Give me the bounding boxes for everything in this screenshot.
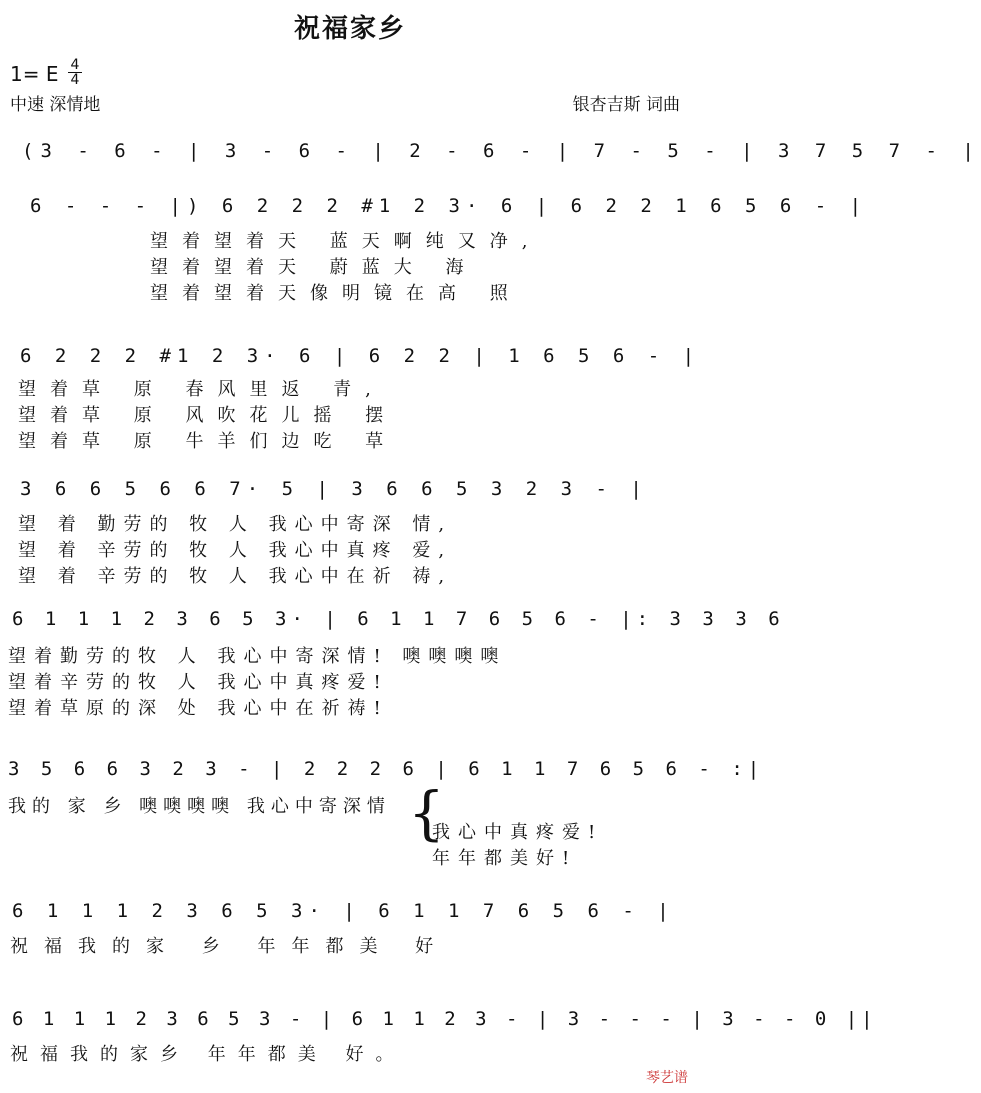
lyric-line-2: 望着辛劳的牧 人 我心中真疼爱! — [8, 672, 389, 693]
lyric-line-1: 望着望着天 蓝天啊纯又净, — [150, 231, 542, 252]
key-signature: 1= E — [10, 62, 59, 86]
lyric-line-1: 我的 家 乡 噢噢噢噢 我心中寄深情 — [8, 796, 391, 817]
notes: 6 - - - |) 6 2 2 2 #1 2 3· 6 | 6 2 2 1 6 5 6 - | — [30, 195, 868, 217]
lyric-line-2: 我心中真疼爱! — [432, 822, 604, 843]
lyric-line-3: 望着草 原 牛羊们边吃 草 — [18, 431, 398, 452]
notes: 6 1 1 1 2 3 6 5 3· | 6 1 1 7 6 5 6 - | — [12, 900, 675, 922]
notes: 3 6 6 5 6 6 7· 5 | 3 6 6 5 3 2 3 - | — [20, 478, 648, 500]
notes: 6 1 1 1 2 3 6 5 3· | 6 1 1 7 6 5 6 - |: 3 3 3 6 — [12, 608, 785, 630]
time-bottom: 4 — [68, 72, 82, 87]
lyric-line-3: 望着草原的深 处 我心中在祈祷! — [8, 698, 389, 719]
credit: 银杏吉斯 词曲 — [572, 95, 680, 115]
time-top: 4 — [70, 57, 80, 73]
lyric-line-1: 望 着 勤劳的 牧 人 我心中寄深 情, — [18, 514, 453, 535]
notes: 6 2 2 2 #1 2 3· 6 | 6 2 2 | 1 6 5 6 - | — [20, 345, 701, 367]
watermark: 琴艺谱 — [646, 1070, 688, 1086]
lyric-line-2: 望着望着天 蔚蓝大 海 — [150, 257, 478, 278]
lyric-line-3: 望 着 辛劳的 牧 人 我心中在祈 祷, — [18, 566, 453, 587]
time-signature — [68, 58, 82, 87]
lyric-line-1: 望着草 原 春风里返 青, — [18, 379, 385, 400]
lyric-line-3: 年年都美好! — [432, 848, 578, 869]
notes: (3 - 6 - | 3 - 6 - | 2 - 6 - | 7 - 5 - | 3 7 5 7 - | — [22, 140, 981, 162]
verse-brace: { — [408, 779, 445, 847]
lyric-line-1: 望着勤劳的牧 人 我心中寄深情! 噢噢噢噢 — [8, 646, 507, 667]
notes: 6 1 1 1 2 3 6 5 3 - | 6 1 1 2 3 - | 3 - - - | 3 - - 0 || — [12, 1008, 877, 1030]
notes: 3 5 6 6 3 2 3 - | 2 2 2 6 | 6 1 1 7 6 5 6 - :| — [8, 758, 765, 780]
lyric-line-1: 祝福我的家乡 年年都美 好。 — [10, 1044, 406, 1065]
lyric-line-2: 望着草 原 风吹花儿摇 摆 — [18, 405, 398, 426]
page-title: 祝福家乡 — [293, 14, 406, 44]
lyric-line-1: 祝福我的家 乡 年年都美 好 — [10, 936, 450, 957]
lyric-line-3: 望着望着天像明镜在高 照 — [150, 283, 522, 304]
tempo-marking: 中速 深情地 — [10, 95, 101, 115]
lyric-line-2: 望 着 辛劳的 牧 人 我心中真疼 爱, — [18, 540, 453, 561]
